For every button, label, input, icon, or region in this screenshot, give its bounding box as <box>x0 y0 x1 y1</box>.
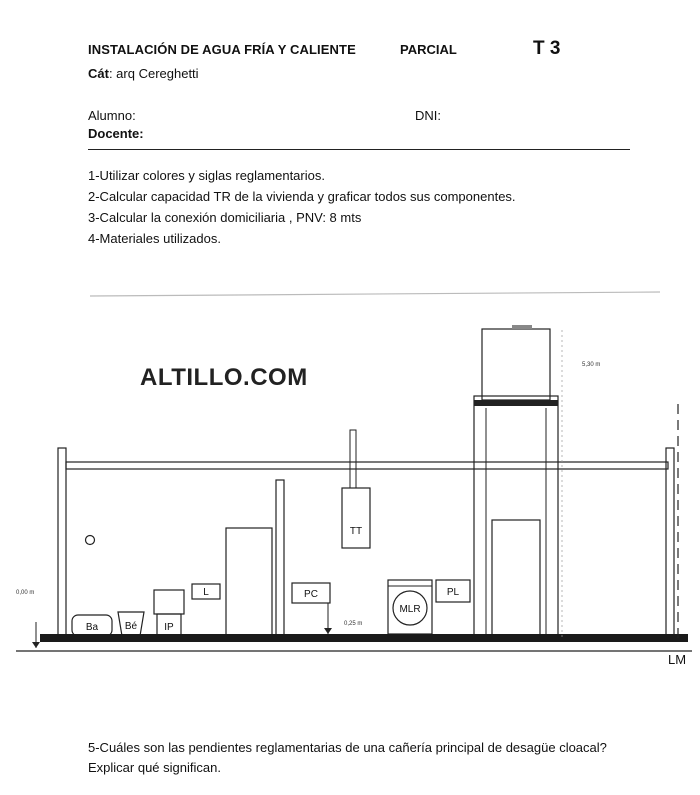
instruction-2: 2-Calcular capacidad TR de la vivienda y graficar todos sus componentes. <box>88 189 516 204</box>
document-title: INSTALACIÓN DE AGUA FRÍA Y CALIENTE <box>88 42 356 57</box>
question-5: 5-Cuáles son las pendientes reglamentarias de una cañería principal de desagüe cloacal? Explicar qué significan. <box>88 740 607 775</box>
toilet-tank <box>154 590 184 614</box>
watermark-logo: ALTILLO.COM <box>140 364 308 391</box>
kitchen-door <box>226 528 272 638</box>
left-wall <box>58 448 66 638</box>
level-000-label: 0,00 m <box>16 590 35 596</box>
instruction-3: 3-Calcular la conexión domiciliaria , PNV: 8 mts <box>88 210 362 225</box>
tank-tower <box>474 396 558 638</box>
tower-door <box>492 520 540 638</box>
shower-head-icon <box>86 536 95 545</box>
ip-label: IP <box>164 622 174 633</box>
ba-label: Ba <box>85 622 99 633</box>
docente-field-label: Docente: <box>88 126 144 141</box>
catedra-label: Cát <box>88 66 109 81</box>
pl-label: PL <box>446 587 460 598</box>
floor-slab <box>40 634 688 642</box>
section-separator <box>90 292 660 296</box>
pc-label: PC <box>304 589 318 600</box>
roof-slab <box>66 462 668 469</box>
instruction-1: 1-Utilizar colores y siglas reglamentarios. <box>88 168 325 183</box>
height-530-label: 5,30 m <box>582 362 601 368</box>
lm-label: LM <box>668 652 687 667</box>
tt-label: TT <box>349 526 363 537</box>
alumno-field-label: Alumno: <box>88 108 136 123</box>
dni-field-label: DNI: <box>415 108 441 123</box>
tank-lid <box>512 325 532 329</box>
level-025-arrow <box>324 628 332 634</box>
interior-wall <box>276 480 284 638</box>
level-000-arrow <box>32 642 40 648</box>
catedra-value: : arq Cereghetti <box>108 66 199 81</box>
parcial-label: PARCIAL <box>400 42 457 57</box>
level-025-label: 0,25 m <box>344 621 363 627</box>
right-wall <box>666 448 674 638</box>
l-label: L <box>203 587 209 598</box>
instruction-4: 4-Materiales utilizados. <box>88 231 221 246</box>
mlr-label: MLR <box>399 604 421 615</box>
tank-support-slab <box>474 400 558 406</box>
water-tank <box>482 329 550 400</box>
vent-stack <box>350 430 356 488</box>
water-heater <box>342 488 370 548</box>
be-label: Bé <box>124 621 138 632</box>
exam-number: T 3 <box>533 38 561 59</box>
